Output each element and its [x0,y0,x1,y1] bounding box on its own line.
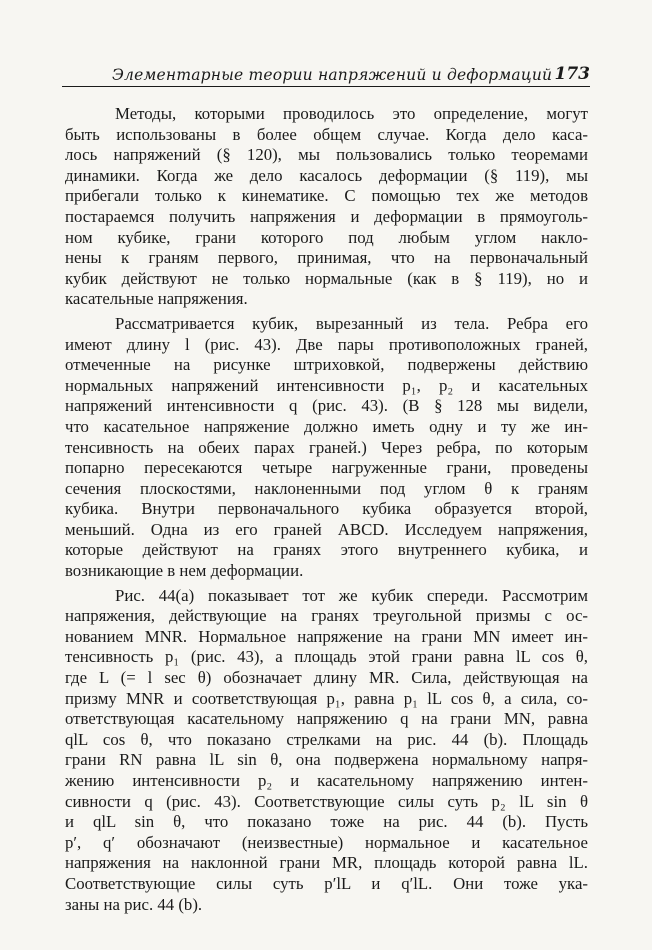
text-line: попарно пересекаются четыре нагруженные грани, проведены [65,458,588,478]
paragraph-2 [65,314,588,582]
text-line: где L (= l sec θ) обозначает длину MR. Сила, действующая на [65,668,588,688]
body-text [65,104,588,919]
text-line: возникающие в нем деформации. [65,561,304,581]
text-line: меньший. Одна из его граней ABCD. Исследуем напряжения, [65,519,588,539]
text-line: Соответствующие силы суть p′lL и q′lL. Они тоже ука- [65,873,588,893]
text-line: имеют длину l (рис. 43). Две пары противоположных граней, [65,334,588,354]
text-line: нормальных напряжений интенсивности p₁, p₂ и касательных [65,375,588,395]
text-line: которые действуют на гранях этого внутреннего кубика, и [65,540,588,560]
text-line: и qlL sin θ, что показано тоже на рис. 44 (b). Пусть [65,812,588,832]
text-line: нованием MNR. Нормальное напряжение на грани MN имеет ин- [65,626,588,646]
text-line: кубик действуют не только нормальные (как в § 119), но и [65,268,588,288]
text-line: qlL cos θ, что показано стрелками на рис. 44 (b). Площадь [65,729,588,749]
text-line: касательные напряжения. [65,289,248,309]
running-title: Элементарные теории напряжений и деформаций [112,66,553,84]
text-line: постараемся получить напряжения и деформации в прямоуголь- [65,206,588,226]
text-line: лось напряжений (§ 120), мы пользовались только теоремами [65,145,588,165]
text-line: сечения плоскостями, наклоненными под углом θ к граням [65,478,588,498]
text-line: что касательное напряжение должно иметь одну и ту же ин- [65,416,588,436]
text-line: Рис. 44(a) показывает тот же кубик спереди. Рассмотрим [115,585,588,605]
text-line: нены к граням первого, принимая, что на первоначальный [65,248,588,268]
text-line: кубика. Внутри первоначального кубика образуется второй, [65,499,588,519]
page-number: 173 [554,64,590,84]
text-line: p′, q′ обозначают (неизвестные) нормальное и касательное [65,832,588,852]
text-line: тенсивность p₁ (рис. 43), а площадь этой грани равна lL cos θ, [65,647,588,667]
text-line: Рассматривается кубик, вырезанный из тела. Ребра его [115,313,588,333]
text-line: ответствующая касательному напряжению q на грани MN, равна [65,709,588,729]
text-line: призму MNR и соответствующая p₁, равна p₁ lL cos θ, а сила, со- [65,688,588,708]
text-line: сивности q (рис. 43). Соответствующие силы суть p₂ lL sin θ [65,791,588,811]
text-line: тенсивность на обеих парах граней.) Через ребра, по которым [65,437,588,457]
paragraph-1 [65,104,588,310]
text-line: динамики. Когда же дело касалось деформации (§ 119), мы [65,165,588,185]
text-line: быть использованы в более общем случае. Когда дело каса- [65,124,588,144]
text-line: заны на рис. 44 (b). [65,894,203,914]
text-line: напряжений интенсивности q (рис. 43). (В § 128 мы видели, [65,396,588,416]
text-line: Методы, которыми проводилось это определение, могут [115,104,588,123]
text-line: грани RN равна lL sin θ, она подвержена нормальному напря- [65,750,588,770]
running-header [62,58,590,87]
text-line: напряжения, действующие на гранях треугольной призмы с ос- [65,606,588,626]
text-line: ном кубике, грани которого под любым углом накло- [65,227,588,247]
text-line: напряжения на наклонной грани MR, площадь которой равна lL. [65,853,588,873]
paragraph-3 [65,586,588,916]
text-line: жению интенсивности p₂ и касательному напряжению интен- [65,771,588,790]
text-line: отмеченные на рисунке штриховкой, подвержены действию [65,355,588,375]
text-line: прибегали только к кинематике. С помощью тех же методов [65,186,588,206]
